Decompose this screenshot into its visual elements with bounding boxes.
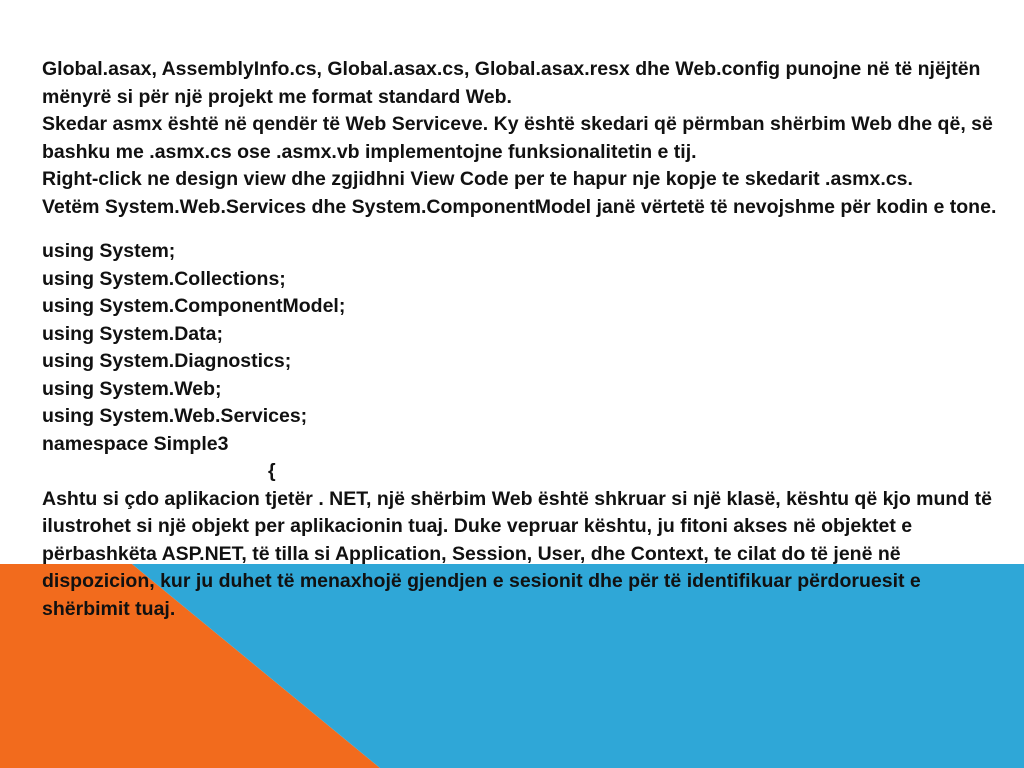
code-line: using System.Collections; xyxy=(42,267,286,290)
code-line: namespace Simple3 xyxy=(42,432,229,455)
code-line: using System.Web.Services; xyxy=(42,405,308,427)
intro-paragraphs xyxy=(42,56,1002,221)
closing-paragraph: Ashtu si çdo aplikacion tjetër . NET, një shërbim Web është shkruar si një klasë, kështu që kjo mund të ilustrohet si një objekt per aplikacionin tuaj. Duke vepruar kështu, ju fitoni akses në objektet e përbashkëta ASP.NET, të tilla si Application, Session, User, dhe Context, te cilat do të jenë në dispozicion, kur ju duhet të menaxhojë gjendjen e sesionit dhe për të identifikuar përdoruesit e shërbimit tuaj. xyxy=(42,487,992,620)
code-line: using System.Diagnostics; xyxy=(42,350,292,372)
slide-body xyxy=(42,56,1002,623)
paragraph-namespaces: Vetëm System.Web.Services dhe System.ComponentModel janë vërtetë të nevojshme për kodin e tone. xyxy=(42,195,997,218)
code-line: using System.Web; xyxy=(42,377,222,400)
code-snippet xyxy=(42,238,1002,486)
paragraph-view-code: Right-click ne design view dhe zgjidhni View Code per te hapur nje kopje te skedarit .asmx.cs. xyxy=(42,168,913,190)
code-line: using System; xyxy=(42,240,176,262)
code-line: using System.Data; xyxy=(42,322,223,345)
paragraph-asmx-file: Skedar asmx është në qendër të Web Serviceve. Ky është skedari që përmban shërbim Web dhe që, së bashku me .asmx.cs ose .asmx.vb implementojne funksionalitetin e tij. xyxy=(42,113,993,163)
paragraph-config-files: Global.asax, AssemblyInfo.cs, Global.asax.cs, Global.asax.resx dhe Web.config punojne në të njëjtën mënyrë si për një projekt me format standard Web. xyxy=(42,58,981,108)
code-open-brace: { xyxy=(268,460,276,482)
code-line: using System.ComponentModel; xyxy=(42,295,346,317)
